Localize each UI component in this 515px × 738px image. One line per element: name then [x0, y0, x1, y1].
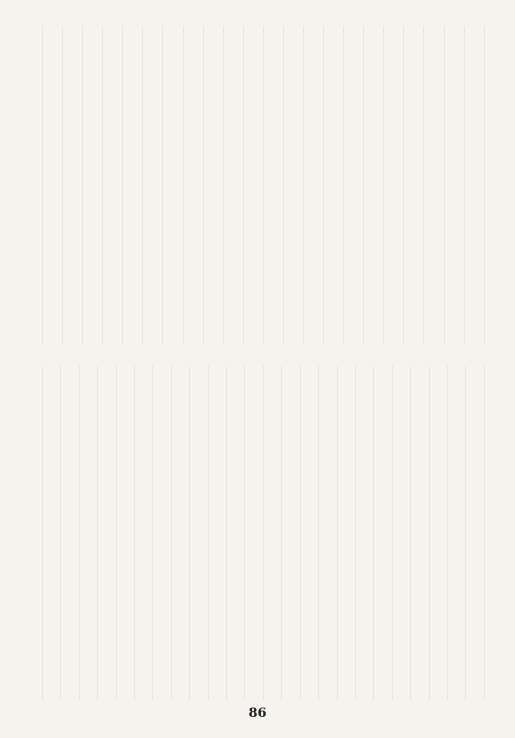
text-column	[397, 26, 411, 344]
text-column	[76, 26, 90, 344]
text-column	[478, 26, 492, 344]
text-column	[417, 26, 431, 344]
text-column	[217, 26, 231, 344]
text-column	[165, 366, 179, 700]
text-column	[386, 366, 400, 700]
text-column	[367, 366, 381, 700]
text-column	[73, 366, 87, 700]
text-column	[54, 366, 68, 700]
text-column	[294, 366, 308, 700]
text-column	[277, 26, 291, 344]
text-column	[91, 366, 105, 700]
text-column	[197, 26, 211, 344]
text-column	[136, 26, 150, 344]
text-column	[177, 26, 191, 344]
text-column	[146, 366, 160, 700]
text-column	[441, 366, 455, 700]
text-column	[312, 366, 326, 700]
text-column	[36, 26, 50, 344]
text-column	[423, 366, 437, 700]
text-column	[317, 26, 331, 344]
text-column	[156, 26, 170, 344]
text-column	[331, 366, 345, 700]
text-column	[220, 366, 234, 700]
text-column	[238, 366, 252, 700]
text-column	[438, 26, 452, 344]
text-column	[202, 366, 216, 700]
lower-text-block	[36, 366, 492, 700]
text-column	[275, 366, 289, 700]
text-column	[357, 26, 371, 344]
text-column	[237, 26, 251, 344]
text-column	[349, 366, 363, 700]
text-column	[128, 366, 142, 700]
text-column	[478, 366, 492, 700]
text-column	[337, 26, 351, 344]
text-column	[36, 366, 50, 700]
text-column	[459, 366, 473, 700]
text-column	[257, 26, 271, 344]
text-column	[116, 26, 130, 344]
upper-text-block	[36, 26, 492, 344]
text-column	[377, 26, 391, 344]
text-column	[458, 26, 472, 344]
text-column	[96, 26, 110, 344]
text-column	[183, 366, 197, 700]
text-column	[404, 366, 418, 700]
text-column	[297, 26, 311, 344]
text-column	[56, 26, 70, 344]
page-number: 86	[248, 706, 267, 721]
text-column	[257, 366, 271, 700]
text-column	[110, 366, 124, 700]
